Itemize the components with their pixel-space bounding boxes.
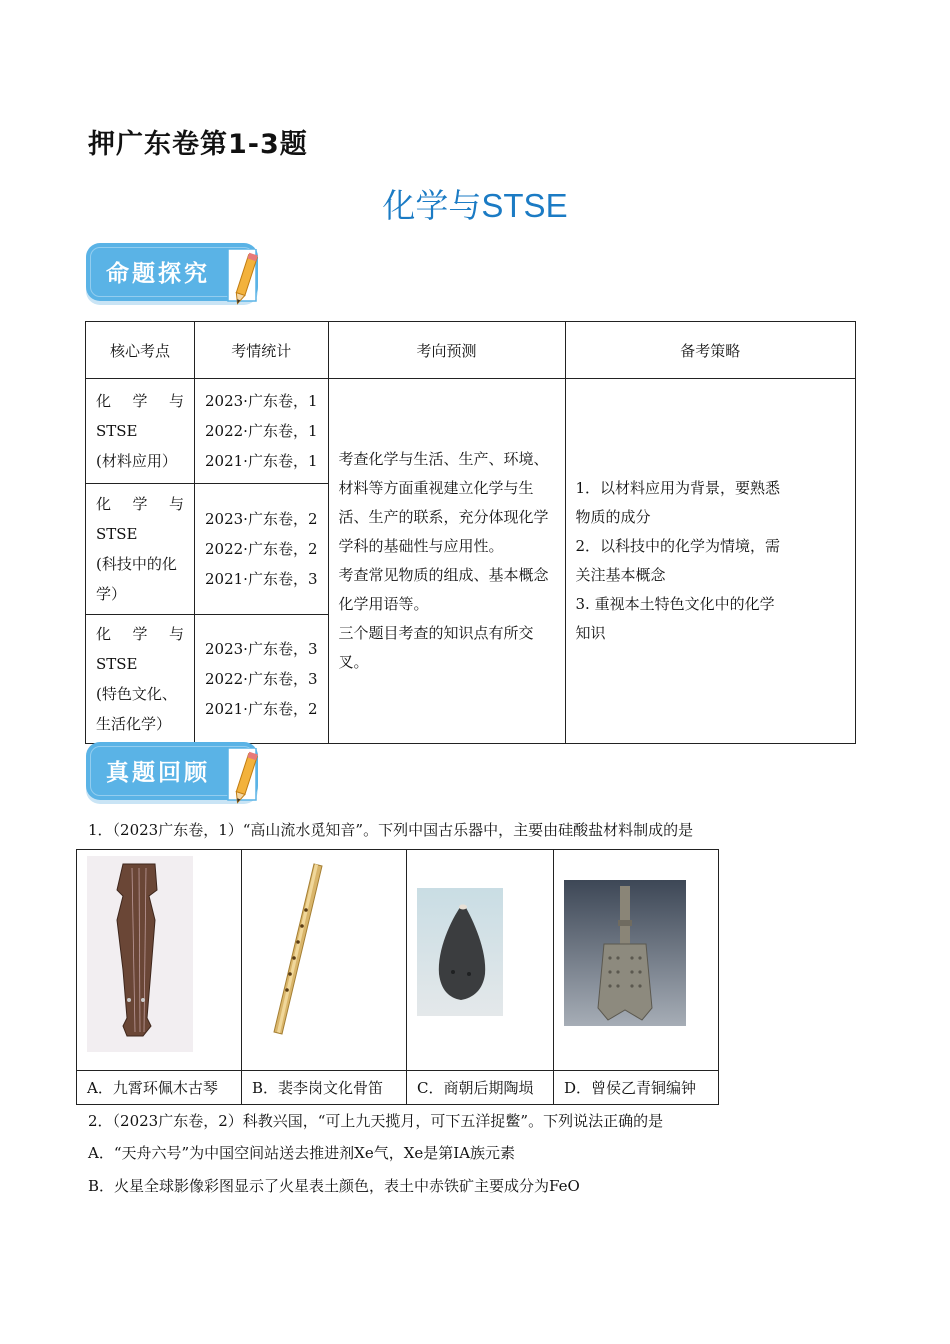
core-point-line: 化学与 <box>96 392 184 410</box>
pencil-icon <box>226 249 266 311</box>
header-statistics: 考情统计 <box>195 322 329 379</box>
forecast-line: 叉。 <box>338 653 369 671</box>
core-point-line: 学） <box>96 585 127 603</box>
option-d-image-cell <box>554 850 719 1071</box>
core-point-line: 化学与 <box>96 625 184 643</box>
strategy-line: 3. 重视本土特色文化中的化学 <box>575 595 775 613</box>
strategy-line: 关注基本概念 <box>575 566 666 584</box>
forecast-line: 材料等方面重视建立化学与生 <box>338 479 534 497</box>
analysis-banner <box>86 243 266 311</box>
core-point-line: STSE <box>96 655 138 673</box>
bone-flute-image <box>242 850 406 1066</box>
forecast-cell <box>328 379 565 744</box>
statistics-line: 2021·广东卷，2 <box>205 700 318 718</box>
strategy-line: 物质的成分 <box>575 508 651 526</box>
strategy-cell <box>565 379 856 744</box>
strategy-line: 1．以材料应用为背景，要熟悉 <box>575 479 781 497</box>
question-2-option-a: A．“天舟六号”为中国空间站送去推进剂Xe气，Xe是第IA族元素 <box>88 1144 516 1162</box>
table-row <box>86 379 856 484</box>
header-forecast: 考向预测 <box>328 322 565 379</box>
forecast-line: 考查化学与生活、生产、环境、 <box>338 450 549 468</box>
core-point-cell <box>86 615 195 744</box>
core-point-line: STSE <box>96 525 138 543</box>
option-d-caption: D．曾侯乙青铜编钟 <box>554 1071 719 1105</box>
forecast-line: 活、生产的联系，充分体现化学 <box>338 508 549 526</box>
core-point-line: 化学与 <box>96 495 184 513</box>
statistics-cell <box>195 379 329 484</box>
document-subtitle: 化学与STSE <box>382 187 568 224</box>
option-image-row <box>77 850 719 1071</box>
statistics-line: 2023·广东卷，3 <box>205 640 318 658</box>
statistics-line: 2021·广东卷，3 <box>205 570 318 588</box>
option-caption-row <box>77 1071 719 1105</box>
statistics-cell <box>195 615 329 744</box>
statistics-line: 2023·广东卷，2 <box>205 510 318 528</box>
statistics-line: 2023·广东卷，1 <box>205 392 318 410</box>
question-1-options-table <box>76 849 719 1105</box>
pencil-icon <box>226 748 266 810</box>
document-title: 押广东卷第1-3题 <box>88 129 308 160</box>
forecast-line: 三个题目考查的知识点有所交 <box>338 624 534 642</box>
question-1-stem: 1．（2023广东卷，1）“高山流水觅知音”。下列中国古乐器中，主要由硅酸盐材料制成的是 <box>88 821 694 839</box>
core-point-line: (材料应用） <box>96 452 177 470</box>
strategy-line: 知识 <box>575 624 606 642</box>
guqin-image <box>77 850 241 1066</box>
table-header-row <box>86 322 856 379</box>
strategy-line: 2．以科技中的化学为情境，需 <box>575 537 781 555</box>
statistics-line: 2021·广东卷，1 <box>205 452 318 470</box>
bronze-bell-image <box>554 850 718 1066</box>
core-point-line: STSE <box>96 422 138 440</box>
question-2-option-b: B．火星全球影像彩图显示了火星表土颜色，表土中赤铁矿主要成分为FeO <box>88 1177 580 1195</box>
header-strategy: 备考策略 <box>565 322 856 379</box>
statistics-line: 2022·广东卷，2 <box>205 540 318 558</box>
exam-analysis-table <box>85 321 856 744</box>
review-banner <box>86 742 266 810</box>
pottery-xun-image <box>407 850 553 1066</box>
review-banner-label: 真题回顾 <box>106 760 210 786</box>
option-a-caption: A．九霄环佩木古琴 <box>77 1071 242 1105</box>
analysis-banner-label: 命题探究 <box>106 261 210 287</box>
forecast-line: 化学用语等。 <box>338 595 429 613</box>
option-c-caption: C．商朝后期陶埙 <box>407 1071 554 1105</box>
forecast-line: 考查常见物质的组成、基本概念 <box>338 566 549 584</box>
statistics-line: 2022·广东卷，3 <box>205 670 318 688</box>
core-point-cell <box>86 379 195 484</box>
core-point-line: (特色文化、 <box>96 685 177 703</box>
option-a-image-cell <box>77 850 242 1071</box>
statistics-line: 2022·广东卷，1 <box>205 422 318 440</box>
option-c-image-cell <box>407 850 554 1071</box>
option-b-caption: B．裴李岗文化骨笛 <box>242 1071 407 1105</box>
core-point-line: (科技中的化 <box>96 555 177 573</box>
option-b-image-cell <box>242 850 407 1071</box>
statistics-cell <box>195 484 329 615</box>
question-2-stem: 2．（2023广东卷，2）科教兴国，“可上九天揽月，可下五洋捉鳖”。下列说法正确的是 <box>88 1112 664 1130</box>
forecast-line: 学科的基础性与应用性。 <box>338 537 504 555</box>
core-point-line: 生活化学） <box>96 715 172 733</box>
header-core-point: 核心考点 <box>86 322 195 379</box>
core-point-cell <box>86 484 195 615</box>
